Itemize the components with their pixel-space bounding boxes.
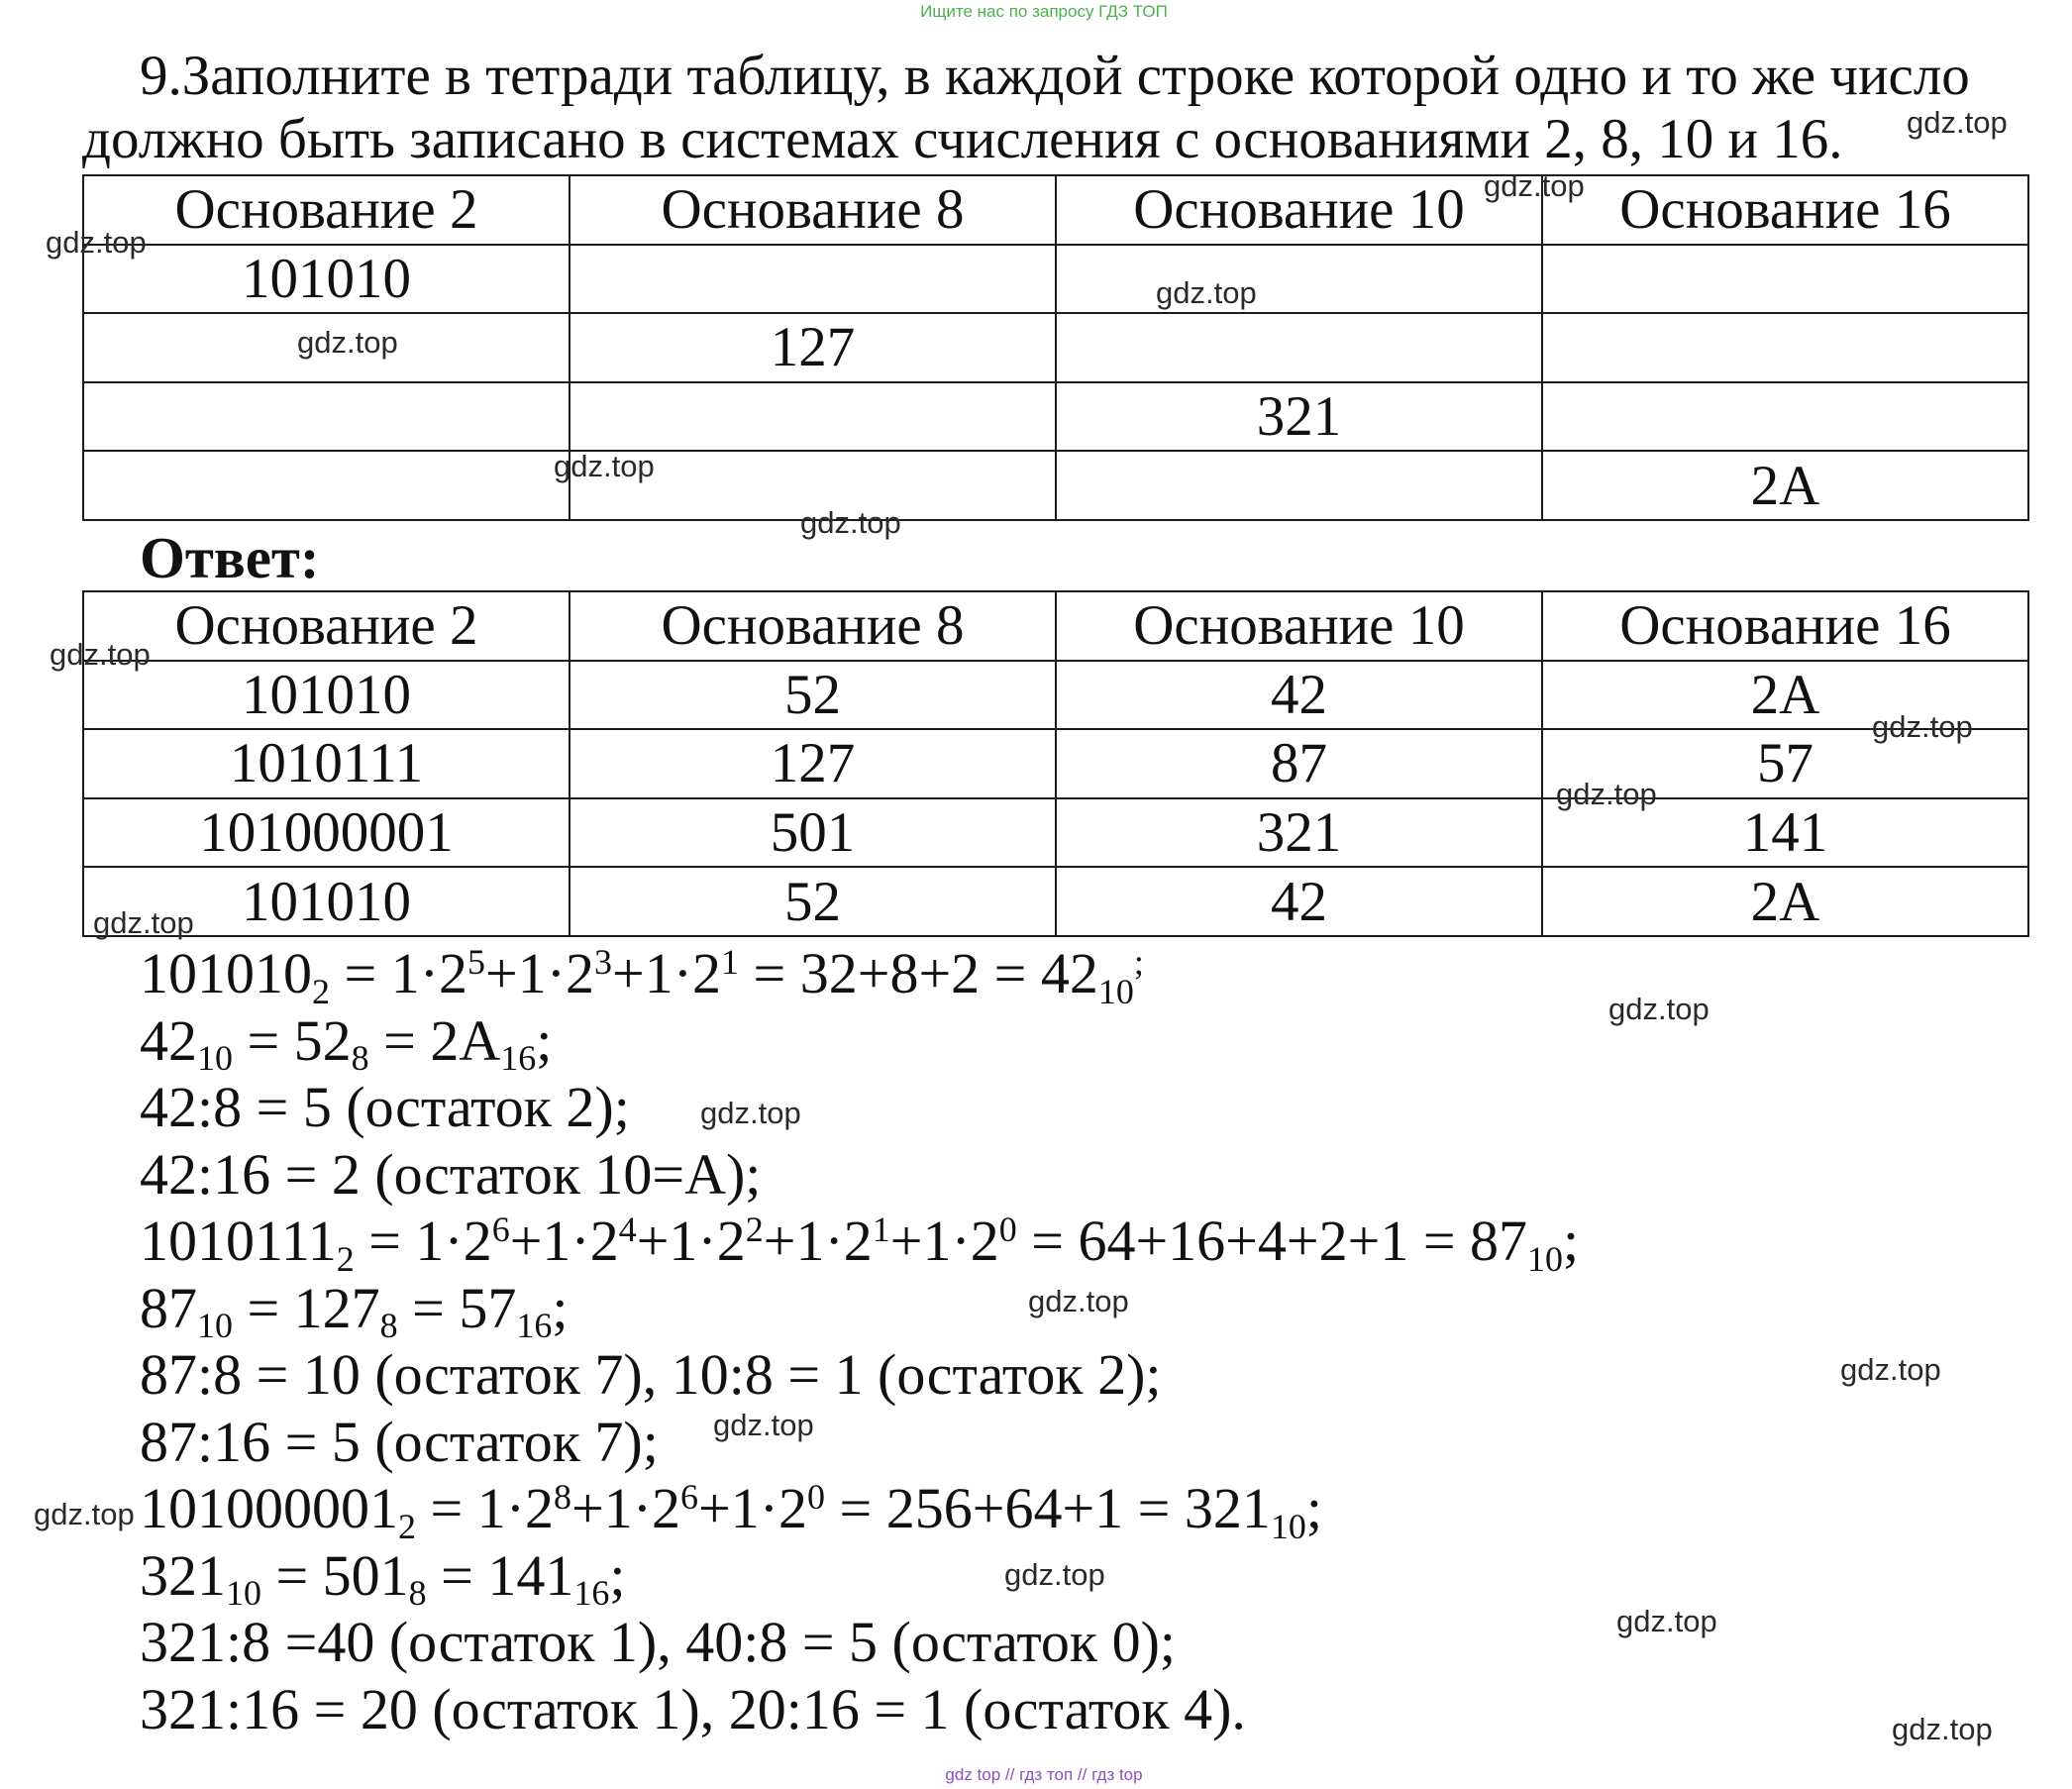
- solution-text: 42:8 = 5 (остаток 2);: [140, 1075, 630, 1139]
- solution-text: +1·2: [763, 1209, 873, 1273]
- solution-line-3: [140, 1074, 1922, 1141]
- watermark-gdz-top: gdz.top: [1028, 1284, 1129, 1318]
- answer-table: [82, 590, 2029, 940]
- task-table-cell-r2-c3: [1057, 314, 1543, 383]
- solution-line-9: [140, 1475, 1922, 1546]
- solution-line-12: [140, 1676, 1922, 1743]
- solution-text: = 1·2: [329, 941, 468, 1005]
- task-table-cell-r1-c3: [1057, 246, 1543, 315]
- solution-text: = 57: [397, 1275, 517, 1340]
- solution-text: 42: [140, 1007, 197, 1073]
- watermark-gdz-top: gdz.top: [1484, 168, 1585, 203]
- solution-text: +1·2: [509, 1209, 619, 1273]
- solution-text: ;: [536, 1007, 553, 1073]
- task-table-cell-r4-c1: [84, 452, 570, 521]
- answer-table-header-base-10: Основание 10: [1057, 592, 1543, 662]
- watermark-gdz-top: gdz.top: [50, 637, 151, 672]
- solution-text: +1·2: [889, 1209, 999, 1273]
- answer-table-cell-r3-c4: 141: [1543, 799, 2029, 869]
- answer-table-cell-r4-c1: 101010: [84, 868, 570, 937]
- superscript: 2: [745, 1210, 764, 1250]
- task-table-header-base-10: Основание 10: [1057, 176, 1543, 246]
- superscript: 0: [998, 1210, 1017, 1250]
- task-table-cell-r4-c3: [1057, 452, 1543, 521]
- solution-text: 101010: [140, 941, 312, 1005]
- task-table-cell-r3-c3: 321: [1057, 383, 1543, 453]
- task-table-cell-r1-c2: [570, 246, 1057, 315]
- subscript: 10: [197, 1306, 233, 1346]
- subscript: 2: [336, 1238, 355, 1279]
- solution-text: +1·2: [698, 1476, 808, 1540]
- solution-text: 1010111: [140, 1209, 337, 1273]
- watermark-gdz-top: gdz.top: [1907, 105, 2008, 140]
- watermark-gdz-top: gdz.top: [1556, 777, 1657, 811]
- superscript: 1: [721, 942, 740, 983]
- subscript: 16: [573, 1573, 610, 1614]
- solution-text: 321: [140, 1542, 226, 1608]
- subscript: 16: [516, 1306, 553, 1346]
- task-table-cell-r2-c4: [1543, 314, 2029, 383]
- answer-table-cell-r2-c1: 1010111: [84, 730, 570, 799]
- subscript: 16: [500, 1038, 537, 1079]
- answer-table-cell-r2-c3: 87: [1057, 730, 1543, 799]
- subscript: 10: [1527, 1238, 1563, 1279]
- watermark-gdz-top: gdz.top: [800, 505, 901, 540]
- solution-text: +1·2: [636, 1209, 746, 1273]
- superscript: 4: [618, 1210, 637, 1250]
- task-table-header-base-8: Основание 8: [570, 176, 1057, 246]
- solution-line-4: [140, 1141, 1922, 1209]
- task-table-header-base-16: Основание 16: [1543, 176, 2029, 246]
- site-search-hint: Ищите нас по запросу ГДЗ ТОП: [920, 2, 1168, 21]
- subscript: 10: [197, 1038, 233, 1079]
- solution-text: = 64+16+4+2+1 = 87: [1016, 1209, 1528, 1273]
- answer-table-cell-r1-c2: 52: [570, 662, 1057, 731]
- solution-line-8: [140, 1409, 1922, 1476]
- superscript: 8: [554, 1477, 571, 1518]
- answer-table-header-base-8: Основание 8: [570, 592, 1057, 662]
- watermark-gdz-top: gdz.top: [1608, 992, 1709, 1026]
- task-table-cell-r1-c4: [1543, 246, 2029, 315]
- answer-label: Ответ:: [140, 525, 320, 590]
- watermark-gdz-top: gdz.top: [1616, 1604, 1717, 1638]
- subscript: 8: [351, 1038, 369, 1079]
- solution-text: = 52: [232, 1007, 352, 1073]
- solution-text: 87:8 = 10 (остаток 7), 10:8 = 1 (остаток 2);: [140, 1342, 1162, 1407]
- answer-table-cell-r4-c2: 52: [570, 868, 1057, 937]
- task-text-line-2: должно быть записано в системах счисления с основаниями 2, 8, 10 и 16.: [82, 108, 1843, 170]
- task-table-cell-r3-c4: [1543, 383, 2029, 453]
- solution-line-7: [140, 1341, 1922, 1409]
- task-table-header-base-2: Основание 2: [84, 176, 570, 246]
- solution-text: +1·2: [485, 941, 595, 1005]
- answer-table-cell-r3-c2: 501: [570, 799, 1057, 869]
- subscript: 2: [398, 1506, 416, 1546]
- subscript: 10: [226, 1573, 261, 1614]
- watermark-gdz-top: gdz.top: [700, 1096, 801, 1130]
- watermark-gdz-top: gdz.top: [1156, 275, 1257, 310]
- solution-line-5: [140, 1208, 1922, 1279]
- solution-text: = 32+8+2 = 42: [739, 941, 1098, 1005]
- subscript: 8: [379, 1306, 398, 1346]
- subscript: 2: [312, 971, 330, 1011]
- superscript: 1: [872, 1210, 890, 1250]
- watermark-gdz-top: gdz.top: [713, 1408, 814, 1442]
- task-text-line-1: 9.Заполните в тетради таблицу, в каждой строке которой одно и то же число: [140, 45, 1970, 107]
- solution-text: 87: [140, 1275, 197, 1340]
- watermark-gdz-top: gdz.top: [34, 1497, 135, 1531]
- solution-text: = 256+64+1 = 321: [825, 1476, 1271, 1540]
- watermark-gdz-top: gdz.top: [93, 905, 194, 940]
- superscript: 3: [594, 942, 613, 983]
- answer-table-cell-r2-c4: 57: [1543, 730, 2029, 799]
- solution-text: 101000001: [140, 1476, 398, 1540]
- watermark-gdz-top: gdz.top: [1892, 1712, 1993, 1746]
- watermark-gdz-top: gdz.top: [554, 449, 655, 483]
- answer-table-cell-r1-c3: 42: [1057, 662, 1543, 731]
- answer-table-cell-r1-c1: 101010: [84, 662, 570, 731]
- answer-table-header-base-2: Основание 2: [84, 592, 570, 662]
- solution-text: 321:16 = 20 (остаток 1), 20:16 = 1 (остаток 4).: [140, 1676, 1246, 1741]
- task-table-cell-r4-c4: 2A: [1543, 452, 2029, 521]
- superscript: 6: [680, 1477, 699, 1518]
- solution-text: +1·2: [571, 1476, 681, 1540]
- solution-text: +1·2: [612, 941, 722, 1005]
- superscript: 0: [807, 1477, 826, 1518]
- solution-text: = 501: [260, 1542, 409, 1608]
- watermark-gdz-top: gdz.top: [46, 225, 147, 260]
- watermark-gdz-top: gdz.top: [297, 325, 398, 360]
- task-table-cell-r2-c2: 127: [570, 314, 1057, 383]
- answer-table-cell-r3-c3: 321: [1057, 799, 1543, 869]
- superscript: ;: [1133, 942, 1144, 983]
- watermark-gdz-top: gdz.top: [1872, 709, 1973, 744]
- answer-table-cell-r1-c4: 2A: [1543, 662, 2029, 731]
- solution-text: ;: [1305, 1476, 1322, 1540]
- watermark-gdz-top: gdz.top: [1004, 1557, 1105, 1592]
- task-table-cell-r3-c1: [84, 383, 570, 453]
- solution-text: = 1·2: [354, 1209, 492, 1273]
- subscript: 8: [408, 1573, 427, 1614]
- solution-text: = 127: [232, 1275, 380, 1340]
- answer-table-cell-r3-c1: 101000001: [84, 799, 570, 869]
- superscript: 6: [491, 1210, 510, 1250]
- solution-text: 42:16 = 2 (остаток 10=A);: [140, 1141, 762, 1207]
- solution-text: 321:8 =40 (остаток 1), 40:8 = 5 (остаток 0);: [140, 1610, 1177, 1674]
- solution-text: = 141: [426, 1542, 574, 1608]
- task-table-cell-r1-c1: 101010: [84, 246, 570, 315]
- answer-table-cell-r4-c3: 42: [1057, 868, 1543, 937]
- answer-table-cell-r2-c2: 127: [570, 730, 1057, 799]
- subscript: 10: [1097, 971, 1134, 1011]
- subscript: 10: [1270, 1506, 1306, 1546]
- solution-text: = 2A: [368, 1007, 501, 1073]
- solution-text: ;: [1562, 1209, 1580, 1273]
- answer-table-cell-r4-c4: 2A: [1543, 868, 2029, 937]
- solution-text: = 1·2: [415, 1476, 555, 1540]
- superscript: 5: [467, 942, 485, 983]
- solution-text: 87:16 = 5 (остаток 7);: [140, 1409, 659, 1474]
- watermark-gdz-top: gdz.top: [1840, 1352, 1941, 1387]
- solution-text: ;: [609, 1542, 626, 1608]
- task-table-cell-r3-c2: [570, 383, 1057, 453]
- answer-table-header-base-16: Основание 16: [1543, 592, 2029, 662]
- footer-watermark: gdz top // гдз топ // гдз top: [945, 1765, 1143, 1784]
- solution-text: ;: [552, 1275, 569, 1340]
